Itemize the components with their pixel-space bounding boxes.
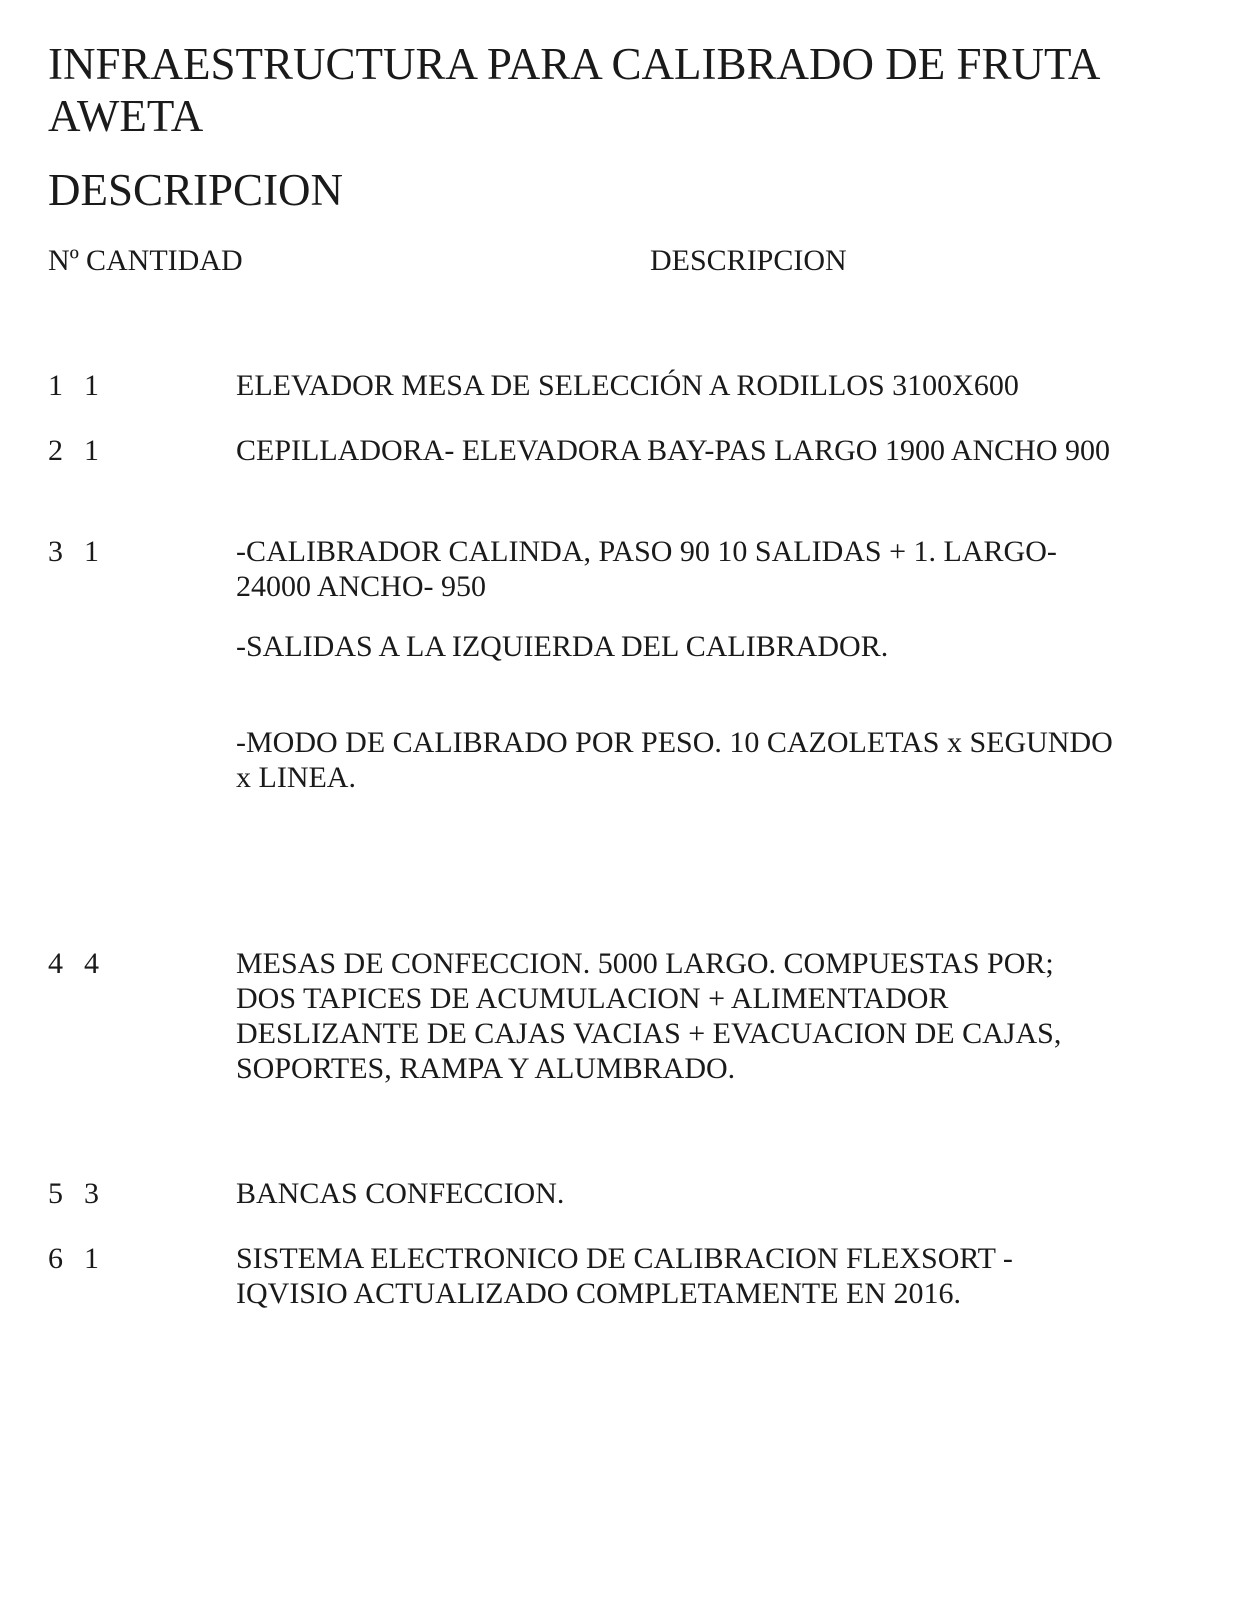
row-description	[236, 946, 1086, 1086]
row-description	[236, 368, 1116, 403]
row-description	[236, 433, 1116, 468]
description-paragraph: CEPILLADORA- ELEVADORA BAY-PAS LARGO 1900 ANCHO 900	[236, 434, 1110, 467]
row-quantity: 1	[84, 434, 99, 467]
row-number: 4	[48, 947, 63, 980]
column-header-quantity: CANTIDAD	[86, 244, 243, 277]
description-paragraph: -MODO DE CALIBRADO POR PESO. 10 CAZOLETAS x SEGUNDO x LINEA.	[236, 726, 1113, 794]
section-heading: DESCRIPCION	[48, 165, 344, 215]
row-quantity: 1	[84, 369, 99, 402]
description-paragraph: SISTEMA ELECTRONICO DE CALIBRACION FLEXSORT - IQVISIO ACTUALIZADO COMPLETAMENTE EN 2016.	[236, 1242, 1013, 1310]
description-paragraph: ELEVADOR MESA DE SELECCIÓN A RODILLOS 3100X600	[236, 369, 1019, 402]
document-title: INFRAESTRUCTURA PARA CALIBRADO DE FRUTA AWETA	[48, 39, 1098, 141]
row-quantity: 1	[84, 1242, 99, 1275]
row-quantity: 3	[84, 1177, 99, 1210]
description-paragraph: BANCAS CONFECCION.	[236, 1177, 565, 1210]
row-description-continued	[236, 725, 1116, 795]
description-paragraph: -CALIBRADOR CALINDA, PASO 90 10 SALIDAS + 1. LARGO- 24000 ANCHO- 950	[236, 535, 1057, 603]
row-description	[236, 534, 1116, 604]
column-header-number: Nº	[48, 244, 79, 277]
row-number: 2	[48, 434, 63, 467]
row-number: 1	[48, 369, 63, 402]
column-header-description: DESCRIPCION	[650, 244, 847, 277]
row-number: 5	[48, 1177, 63, 1210]
row-description-continued	[236, 629, 1116, 664]
description-paragraph: MESAS DE CONFECCION. 5000 LARGO. COMPUESTAS POR; DOS TAPICES DE ACUMULACION + ALIMENTADOR DESLIZANTE DE CAJAS VACIAS + EVACUACION DE CAJAS, SOPORTES, RAMPA Y ALUMBRADO.	[236, 947, 1062, 1085]
description-paragraph: -SALIDAS A LA IZQUIERDA DEL CALIBRADOR.	[236, 630, 889, 663]
row-quantity: 1	[84, 535, 99, 568]
row-description	[236, 1176, 1116, 1211]
row-number: 3	[48, 535, 63, 568]
row-quantity: 4	[84, 947, 99, 980]
row-number: 6	[48, 1242, 63, 1275]
row-description	[236, 1241, 1036, 1311]
